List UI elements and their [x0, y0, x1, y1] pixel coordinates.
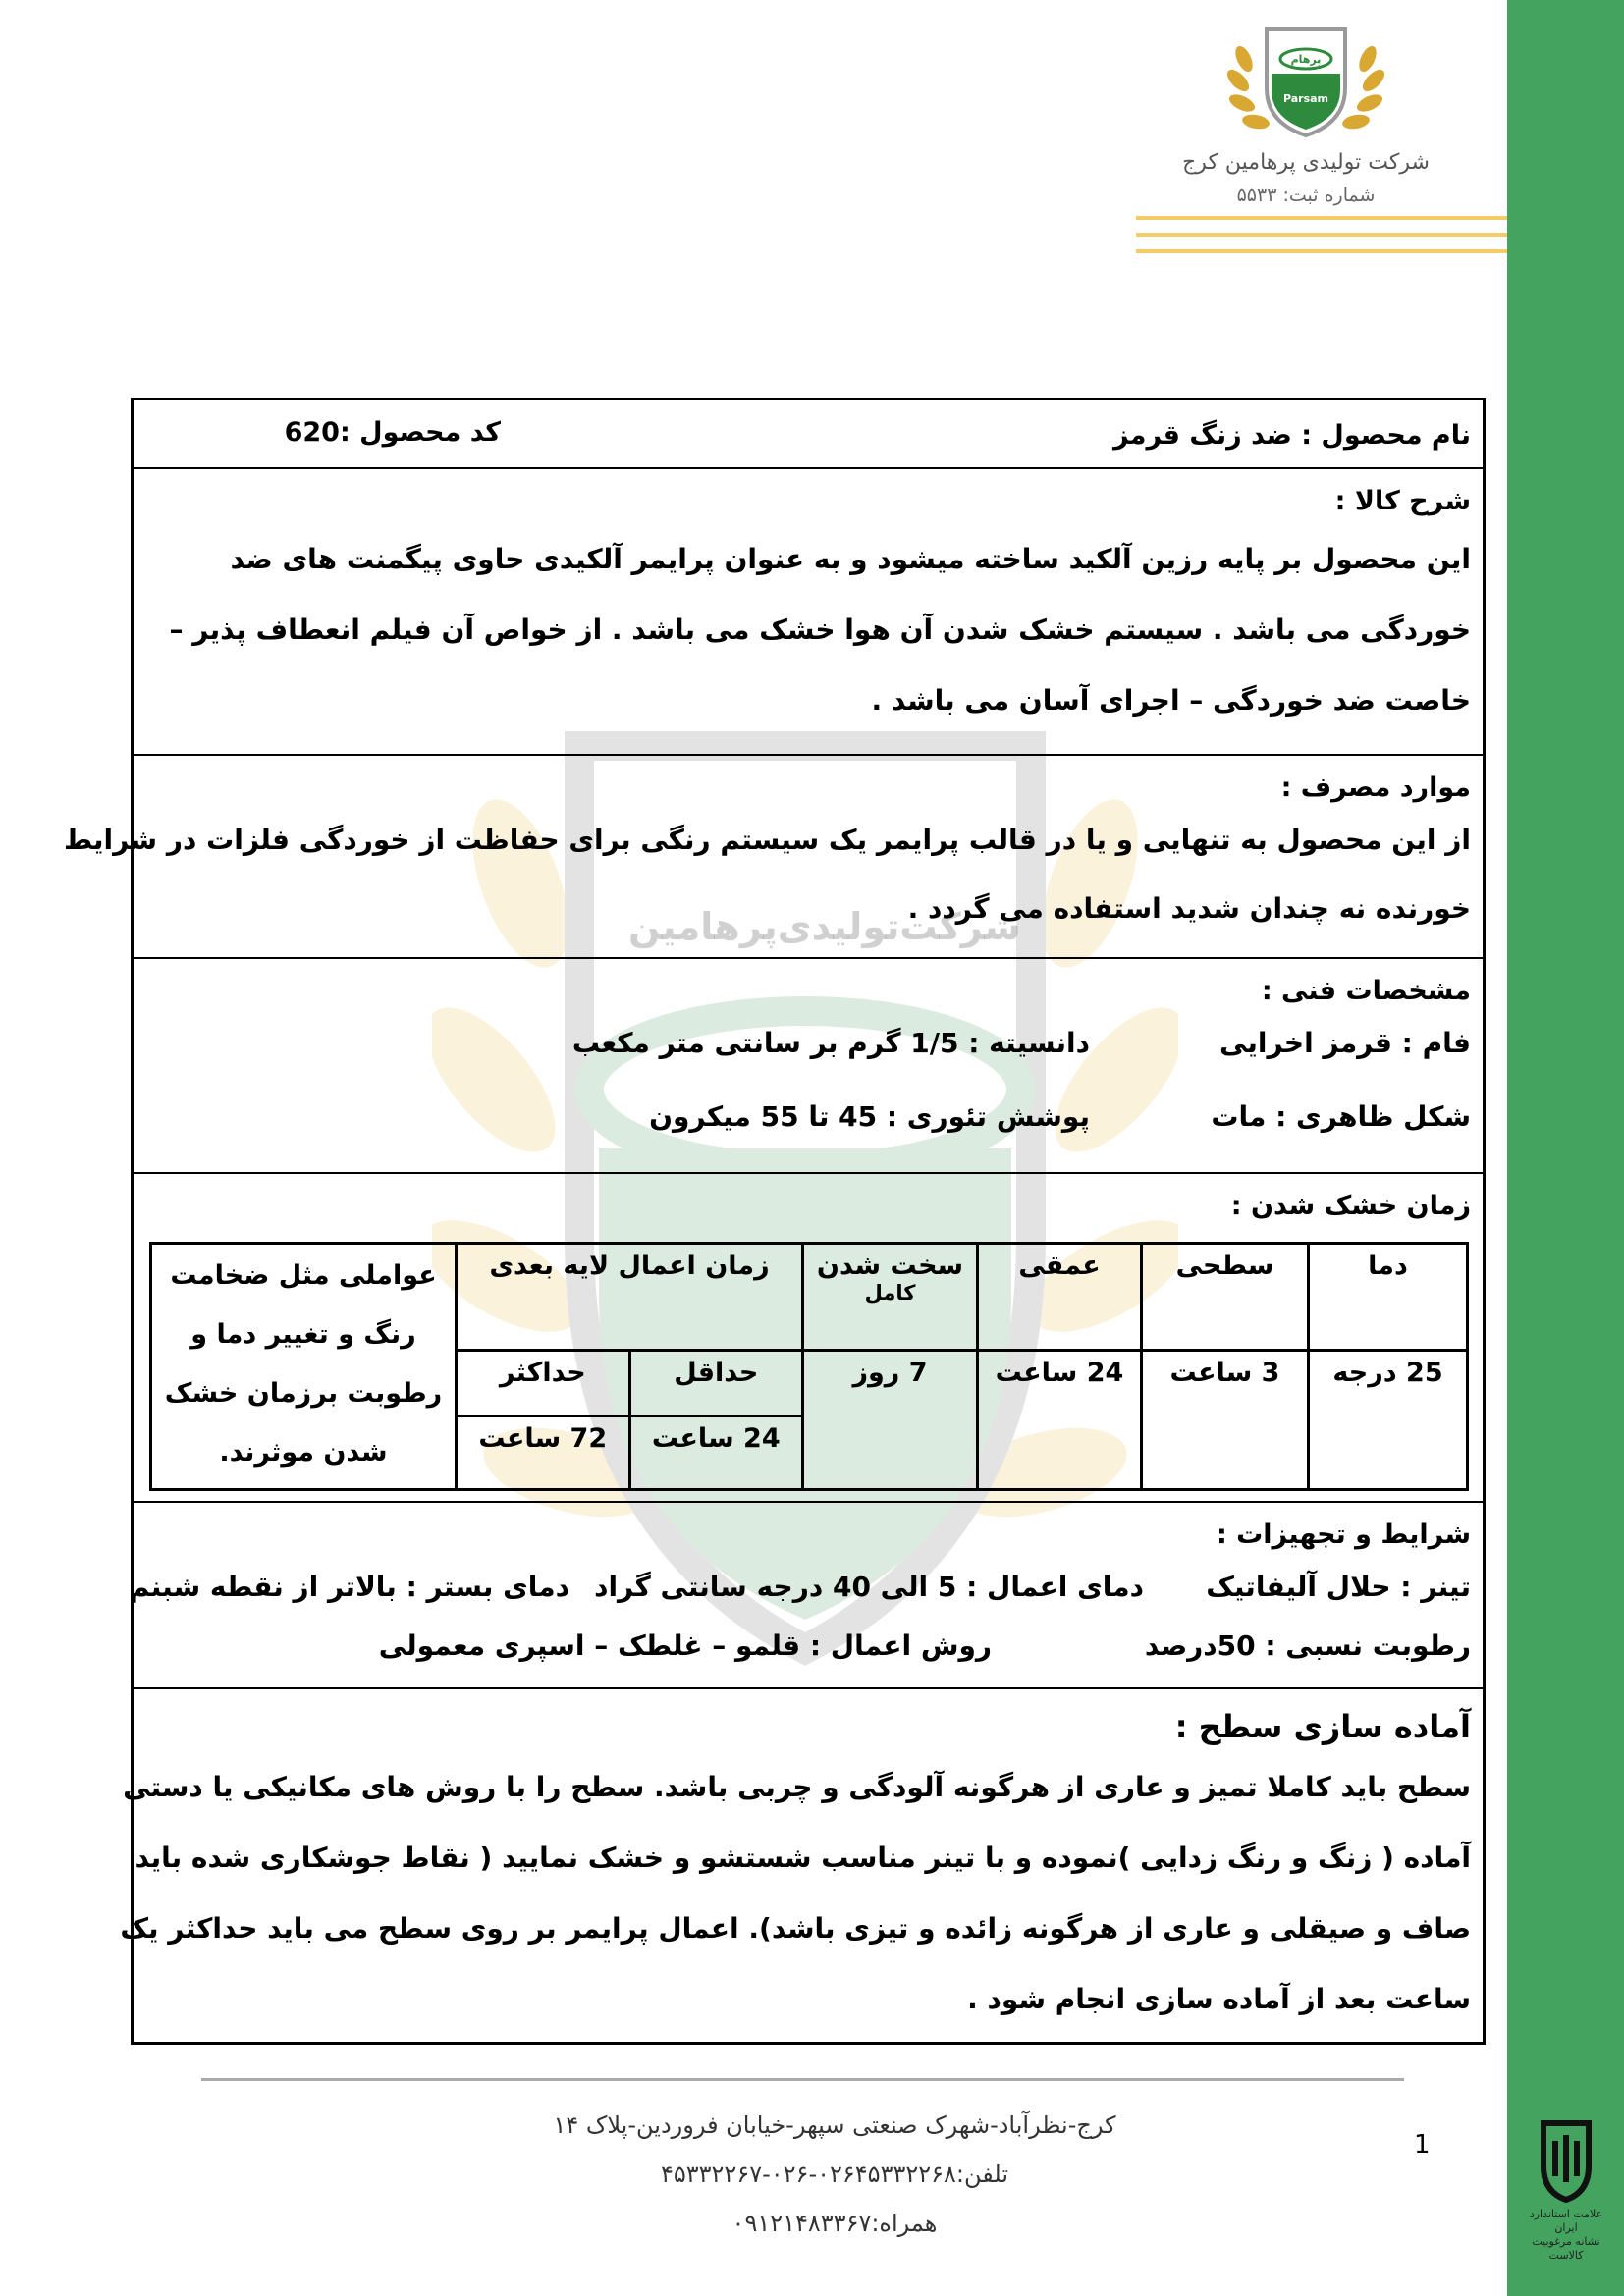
product-title-row [134, 400, 1483, 469]
table-header-deep: عمقی [978, 1244, 1142, 1351]
drying-note [151, 1244, 457, 1490]
spec-color: فام : قرمز اخرایی [1219, 1027, 1471, 1059]
full-cure-label: سخت شدن [816, 1251, 964, 1281]
header-divider-line [1136, 249, 1507, 253]
spec-density: دانسیته : 1/5 گرم بر سانتی متر مکعب [571, 1027, 1090, 1059]
side-green-bar [1507, 0, 1624, 2296]
table-header-max: حداکثر [457, 1351, 630, 1416]
header-divider-line [1136, 233, 1507, 237]
table-header-recoat: زمان اعمال لایه بعدی [457, 1244, 803, 1351]
description-section [134, 469, 1483, 756]
company-header [1168, 20, 1443, 206]
standard-mark-text: علامت استاندارد ایران [1529, 2208, 1603, 2234]
product-datasheet [64, 398, 1486, 2045]
note-line: رطوبت برزمان خشک [164, 1378, 443, 1409]
condition-humidity: رطوبت نسبی : 50درصد [1144, 1629, 1471, 1662]
drying-title: زمان خشک شدن : [1230, 1191, 1471, 1221]
logo-text-en: Parsam [1282, 92, 1329, 105]
description-title: شرح کالا : [1334, 486, 1471, 516]
product-name: نام محصول : ضد زنگ قرمز [1113, 420, 1471, 451]
footer-mobile: همراه:۰۹۱۲۱۴۸۳۳۶۷ [731, 2210, 938, 2237]
note-line: رنگ و تغییر دما و [190, 1319, 416, 1350]
drying-time-section [134, 1174, 1483, 1503]
company-logo [1222, 20, 1389, 142]
standard-mark-icon [1532, 2115, 1600, 2204]
spec-coverage: پوشش تئوری : 45 تا 55 میکرون [649, 1100, 1090, 1133]
spec-appearance: شکل ظاهری : مات [1211, 1100, 1471, 1133]
standard-mark-text: نشانه مرغوبیت کالاست [1532, 2235, 1600, 2262]
header-divider-line [1136, 216, 1507, 220]
table-cell-max: 72 ساعت [457, 1416, 630, 1490]
table-header-min: حداقل [629, 1351, 802, 1416]
technical-title: مشخصات فنی : [1261, 976, 1471, 1006]
condition-application-temp: دمای اعمال : 5 الی 40 درجه سانتی گراد [594, 1571, 1144, 1603]
usage-section [64, 756, 1483, 959]
iran-standard-mark [1527, 2115, 1605, 2263]
product-code: کد محصول :620 [284, 417, 501, 448]
page-number: 1 [1414, 2130, 1431, 2160]
table-header-temp: دما [1309, 1244, 1468, 1351]
table-cell-deep: 24 ساعت [978, 1351, 1142, 1490]
surface-prep-line: آماده ( زنگ و رنگ زدایی )نموده و با تینر مناسب شستشو و خشک نمایید ( نقاط جوشکاری شده باید [135, 1842, 1471, 1874]
shield-logo-icon [1222, 20, 1389, 142]
surface-prep-section [120, 1689, 1483, 2042]
conditions-title: شرایط و تجهیزات : [1216, 1520, 1471, 1550]
usage-line: از این محصول به تنهایی و یا در قالب پرایمر یک سیستم رنگی برای حفاظت از خوردگی فلزات در شرایط [64, 824, 1471, 856]
logo-text-fa: پرهام [1290, 53, 1322, 66]
surface-prep-title: آماده سازی سطح : [1174, 1708, 1471, 1745]
table-cell-full-cure: 7 روز [803, 1351, 978, 1490]
note-line: شدن موثرند. [219, 1437, 388, 1468]
surface-prep-line: سطح باید کاملا تمیز و عاری از هرگونه آلودگی و چربی باشد. سطح را با روش های مکانیکی یا دستی [123, 1771, 1471, 1803]
footer-contact [491, 2101, 1178, 2248]
condition-method: روش اعمال : قلمو – غلطک – اسپری معمولی [378, 1629, 992, 1662]
table-cell-temp: 25 درجه [1309, 1351, 1468, 1490]
company-name: شرکت تولیدی پرهامین کرج [1182, 150, 1430, 175]
full-cure-sublabel: کامل [864, 1281, 916, 1305]
table-cell-min: 24 ساعت [629, 1416, 802, 1490]
note-line: عواملی مثل ضخامت [170, 1260, 437, 1291]
surface-prep-line: صاف و صیقلی و عاری از هرگونه زائده و تیزی باشد). اعمال پرایمر بر روی سطح می باید حداکثر یک [120, 1912, 1471, 1945]
description-line: این محصول بر پایه رزین آلکید ساخته میشود و به عنوان پرایمر آلکیدی حاوی پیگمنت های ضد [230, 543, 1471, 575]
technical-specs-section [134, 959, 1483, 1174]
footer-phone: تلفن:۰۲۶۴۵۳۳۲۲۶۸-۰۲۶-۴۵۳۳۲۲۶۷ [660, 2161, 1009, 2188]
registration-number: شماره ثبت: ۵۵۳۳ [1236, 185, 1376, 206]
condition-substrate-temp: دمای بستر : بالاتر از نقطه شبنم [129, 1571, 569, 1603]
surface-prep-line: ساعت بعد از آماده سازی انجام شود . [967, 1983, 1471, 2015]
watermark-text: شرکت‌تولیدی‌پرهامین [628, 905, 1021, 948]
usage-title: موارد مصرف : [1280, 773, 1471, 803]
conditions-section [129, 1503, 1483, 1689]
table-header-full-cure [803, 1244, 978, 1351]
table-cell-surface: 3 ساعت [1142, 1351, 1309, 1490]
table-header-surface: سطحی [1142, 1244, 1309, 1351]
usage-line: خورنده نه چندان شدید استفاده می گردد . [907, 892, 1471, 925]
drying-time-table [149, 1242, 1469, 1491]
footer-divider [201, 2078, 1404, 2081]
description-line: خوردگی می باشد . سیستم خشک شدن آن هوا خشک می باشد . از خواص آن فیلم انعطاف پذیر – [169, 614, 1471, 646]
footer-address: کرج-نظرآباد-شهرک صنعتی سپهر-خیابان فروردین-پلاک ۱۴ [553, 2111, 1116, 2139]
condition-thinner: تینر : حلال آلیفاتیک [1206, 1571, 1471, 1603]
description-line: خاصت ضد خوردگی – اجرای آسان می باشد . [871, 684, 1471, 717]
